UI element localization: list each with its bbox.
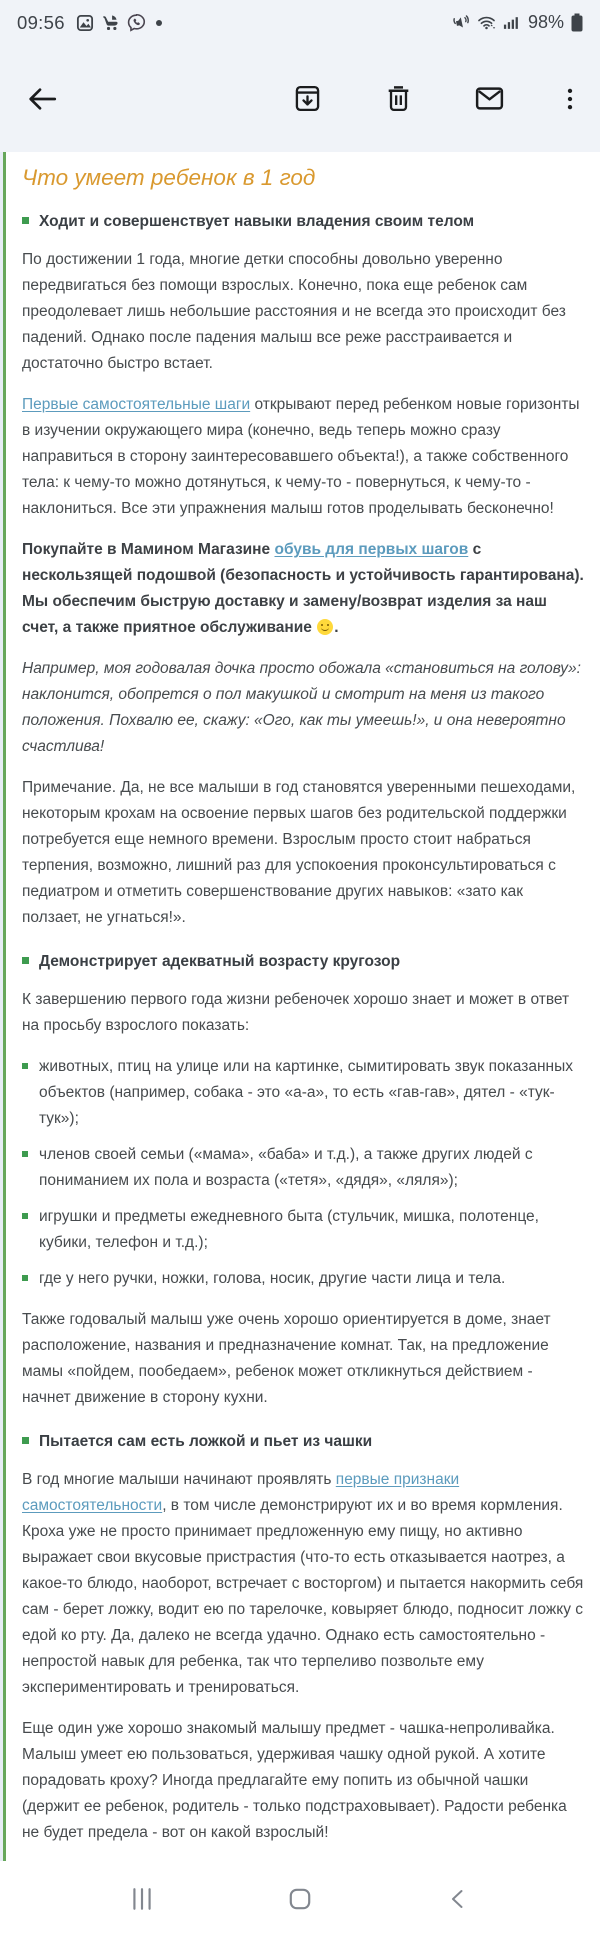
paragraph xyxy=(22,656,584,760)
list-item: членов своей семьи («мама», «баба» и т.д.), а также других людей с пониманием их пола и возраста («тетя», «дядя», «ляля»); xyxy=(22,1142,584,1194)
back-arrow-icon xyxy=(25,82,59,116)
wifi-icon xyxy=(476,13,497,32)
text-run: с нескользящей подошвой (безопасность и устойчивость гарантирована). Мы обеспечим быструю доставку и замену/возврат изделия за наш счет, а также приятное обслуживание xyxy=(22,541,584,636)
notification-dot xyxy=(156,20,162,26)
home-icon xyxy=(287,1886,313,1912)
trash-icon xyxy=(383,83,414,114)
paragraph xyxy=(22,1716,584,1846)
paragraph xyxy=(22,247,584,377)
status-left xyxy=(17,12,162,34)
text-run: Еще один уже хорошо знакомый малышу предмет - чашка-непроливайка. Малыш умеет ею пользоваться, удерживая чашку одной рукой. А хотите порадовать кроху? Иногда предлагайте ему попить из обычной чашки (держит ее ребенок, родитель - только подстраховывает). Радости ребенка не будет предела - вот он какой взрослый! xyxy=(22,1720,567,1841)
text-run: открывают перед ребенком новые горизонты в изучении окружающего мира (конечно, ведь теперь можно сразу направиться в сторону заинтересовавшего объекта!), а также собственного тела: к чему-то можно дотянуться, к чему-то - повернуться, к чему-то - наклониться. Все эти упражнения малыш готов проделывать бесконечно! xyxy=(22,396,580,517)
more-dots-icon xyxy=(557,84,583,114)
paragraph xyxy=(22,392,584,522)
toolbar-actions xyxy=(285,77,582,121)
mail-button[interactable] xyxy=(467,77,511,121)
stroller-icon xyxy=(101,13,120,32)
inline-link[interactable]: обувь для первых шагов xyxy=(274,541,469,558)
text-run: К завершению первого года жизни ребеночек хорошо знает и может в ответ на просьбу взрослого показать: xyxy=(22,991,570,1034)
nav-back-button[interactable] xyxy=(436,1877,480,1921)
section-heading: Ходит и совершенствует навыки владения своим телом xyxy=(22,212,584,232)
archive-button[interactable] xyxy=(285,77,329,121)
text-run: Также годовалый малыш уже очень хорошо ориентируется в доме, знает расположение, названия и предназначение комнат. Так, на предложение мамы «пойдем, пообедаем», ребенок может откликнуться действием - начнет движение в сторону кухни. xyxy=(22,1311,551,1406)
text-run: В год многие малыши начинают проявлять xyxy=(22,1471,336,1488)
section-heading: Демонстрирует адекватный возрасту кругозор xyxy=(22,952,584,972)
nav-back-icon xyxy=(446,1887,470,1911)
archive-icon xyxy=(292,83,323,114)
status-time: 09:56 xyxy=(17,11,65,33)
status-right xyxy=(452,12,583,33)
list-item: игрушки и предметы ежедневного быта (стульчик, мишка, полотенце, кубики, телефон и т.д.); xyxy=(22,1204,584,1256)
bullet-square-icon xyxy=(22,1151,28,1157)
more-button[interactable] xyxy=(558,77,582,121)
paragraph xyxy=(22,537,584,641)
bullet-square-icon xyxy=(22,1063,28,1069)
bullet-square-icon xyxy=(22,957,29,964)
back-button[interactable] xyxy=(20,77,64,121)
recents-button[interactable] xyxy=(120,1877,164,1921)
status-bar xyxy=(0,0,600,45)
home-button[interactable] xyxy=(278,1877,322,1921)
text-run: , в том числе демонстрируют их и во время кормления. Кроха уже не просто принимает предложенную ему пищу, но активно выражает свои вкусовые пристрастия (что-то есть отказывается наотрез, а какое-то блюдо, наоборот, встречает с восторгом) и пытается накормить себя сам - берет ложку, водит ею по тарелочке, ковыряет блюдо, подносит ложку с едой ко рту. Да, далеко не всегда удачно. Однако есть самостоятельно - непростой навык для ребенка, так что терпеливо позвольте ему экспериментировать и тренироваться. xyxy=(22,1497,584,1696)
list-item: животных, птиц на улице или на картинке, сымитировать звук показанных объектов (например, собака - это «а-а», то есть «гав-гав», дятел - «тук-тук»); xyxy=(22,1054,584,1132)
text-run: Примечание. Да, не все малыши в год становятся уверенными пешеходами, некоторым крохам на освоение первых шагов без родительской поддержки потребуется еще немного времени. Взрослым просто стоит набраться терпения, возможно, лишний раз для успокоения проконсультироваться с педиатром и отметить совершенствование других навыков: «зато как ползает, не угнаться!». xyxy=(22,779,576,926)
bullet-square-icon xyxy=(22,1213,28,1219)
inline-link[interactable]: Первые самостоятельные шаги xyxy=(22,396,251,413)
paragraph xyxy=(22,987,584,1039)
smiley-emoji xyxy=(317,619,333,635)
email-toolbar xyxy=(0,45,600,152)
envelope-icon xyxy=(473,82,506,115)
paragraph xyxy=(22,1307,584,1411)
delete-button[interactable] xyxy=(376,77,420,121)
text-run: По достижении 1 года, многие детки способны довольно уверенно передвигаться без помощи взрослых. Конечно, пока еще ребенок сам преодолевает лишь небольшие расстояния и не всегда это происходит без падений. Однако после падения малыш все реже расстраивается и достаточно быстро встает. xyxy=(22,251,566,372)
bullet-square-icon xyxy=(22,1275,28,1281)
paragraph xyxy=(22,775,584,931)
text-run: . xyxy=(334,619,339,636)
text-run: Покупайте в Мамином Магазине xyxy=(22,541,275,558)
battery-percent: 98% xyxy=(527,12,564,32)
signal-icon xyxy=(502,14,520,31)
viber-icon xyxy=(127,13,146,32)
list-item: где у него ручки, ножки, голова, носик, другие части лица и тела. xyxy=(22,1266,584,1292)
recents-icon xyxy=(129,1886,155,1912)
gallery-icon xyxy=(76,14,94,32)
article-body xyxy=(0,152,600,1861)
section-heading: Пытается сам есть ложкой и пьет из чашки xyxy=(22,1432,584,1452)
inline-link[interactable]: первые признаки самостоятельности xyxy=(22,1471,460,1514)
vibrate-mute-icon xyxy=(452,13,471,32)
bullet-list xyxy=(22,1054,584,1292)
bullet-square-icon xyxy=(22,1437,29,1444)
battery-icon xyxy=(571,13,583,32)
navigation-bar xyxy=(0,1861,600,1936)
article-title: Что умеет ребенок в 1 год xyxy=(22,165,316,190)
text-run: Например, моя годовалая дочка просто обожала «становиться на голову»: наклонится, обопрется о пол макушкой и смотрит на меня из такого положения. Похвалю ее, скажу: «Ого, как ты умеешь!», и она невероятно счастлива! xyxy=(22,660,581,755)
bullet-square-icon xyxy=(22,217,29,224)
paragraph xyxy=(22,1467,584,1701)
